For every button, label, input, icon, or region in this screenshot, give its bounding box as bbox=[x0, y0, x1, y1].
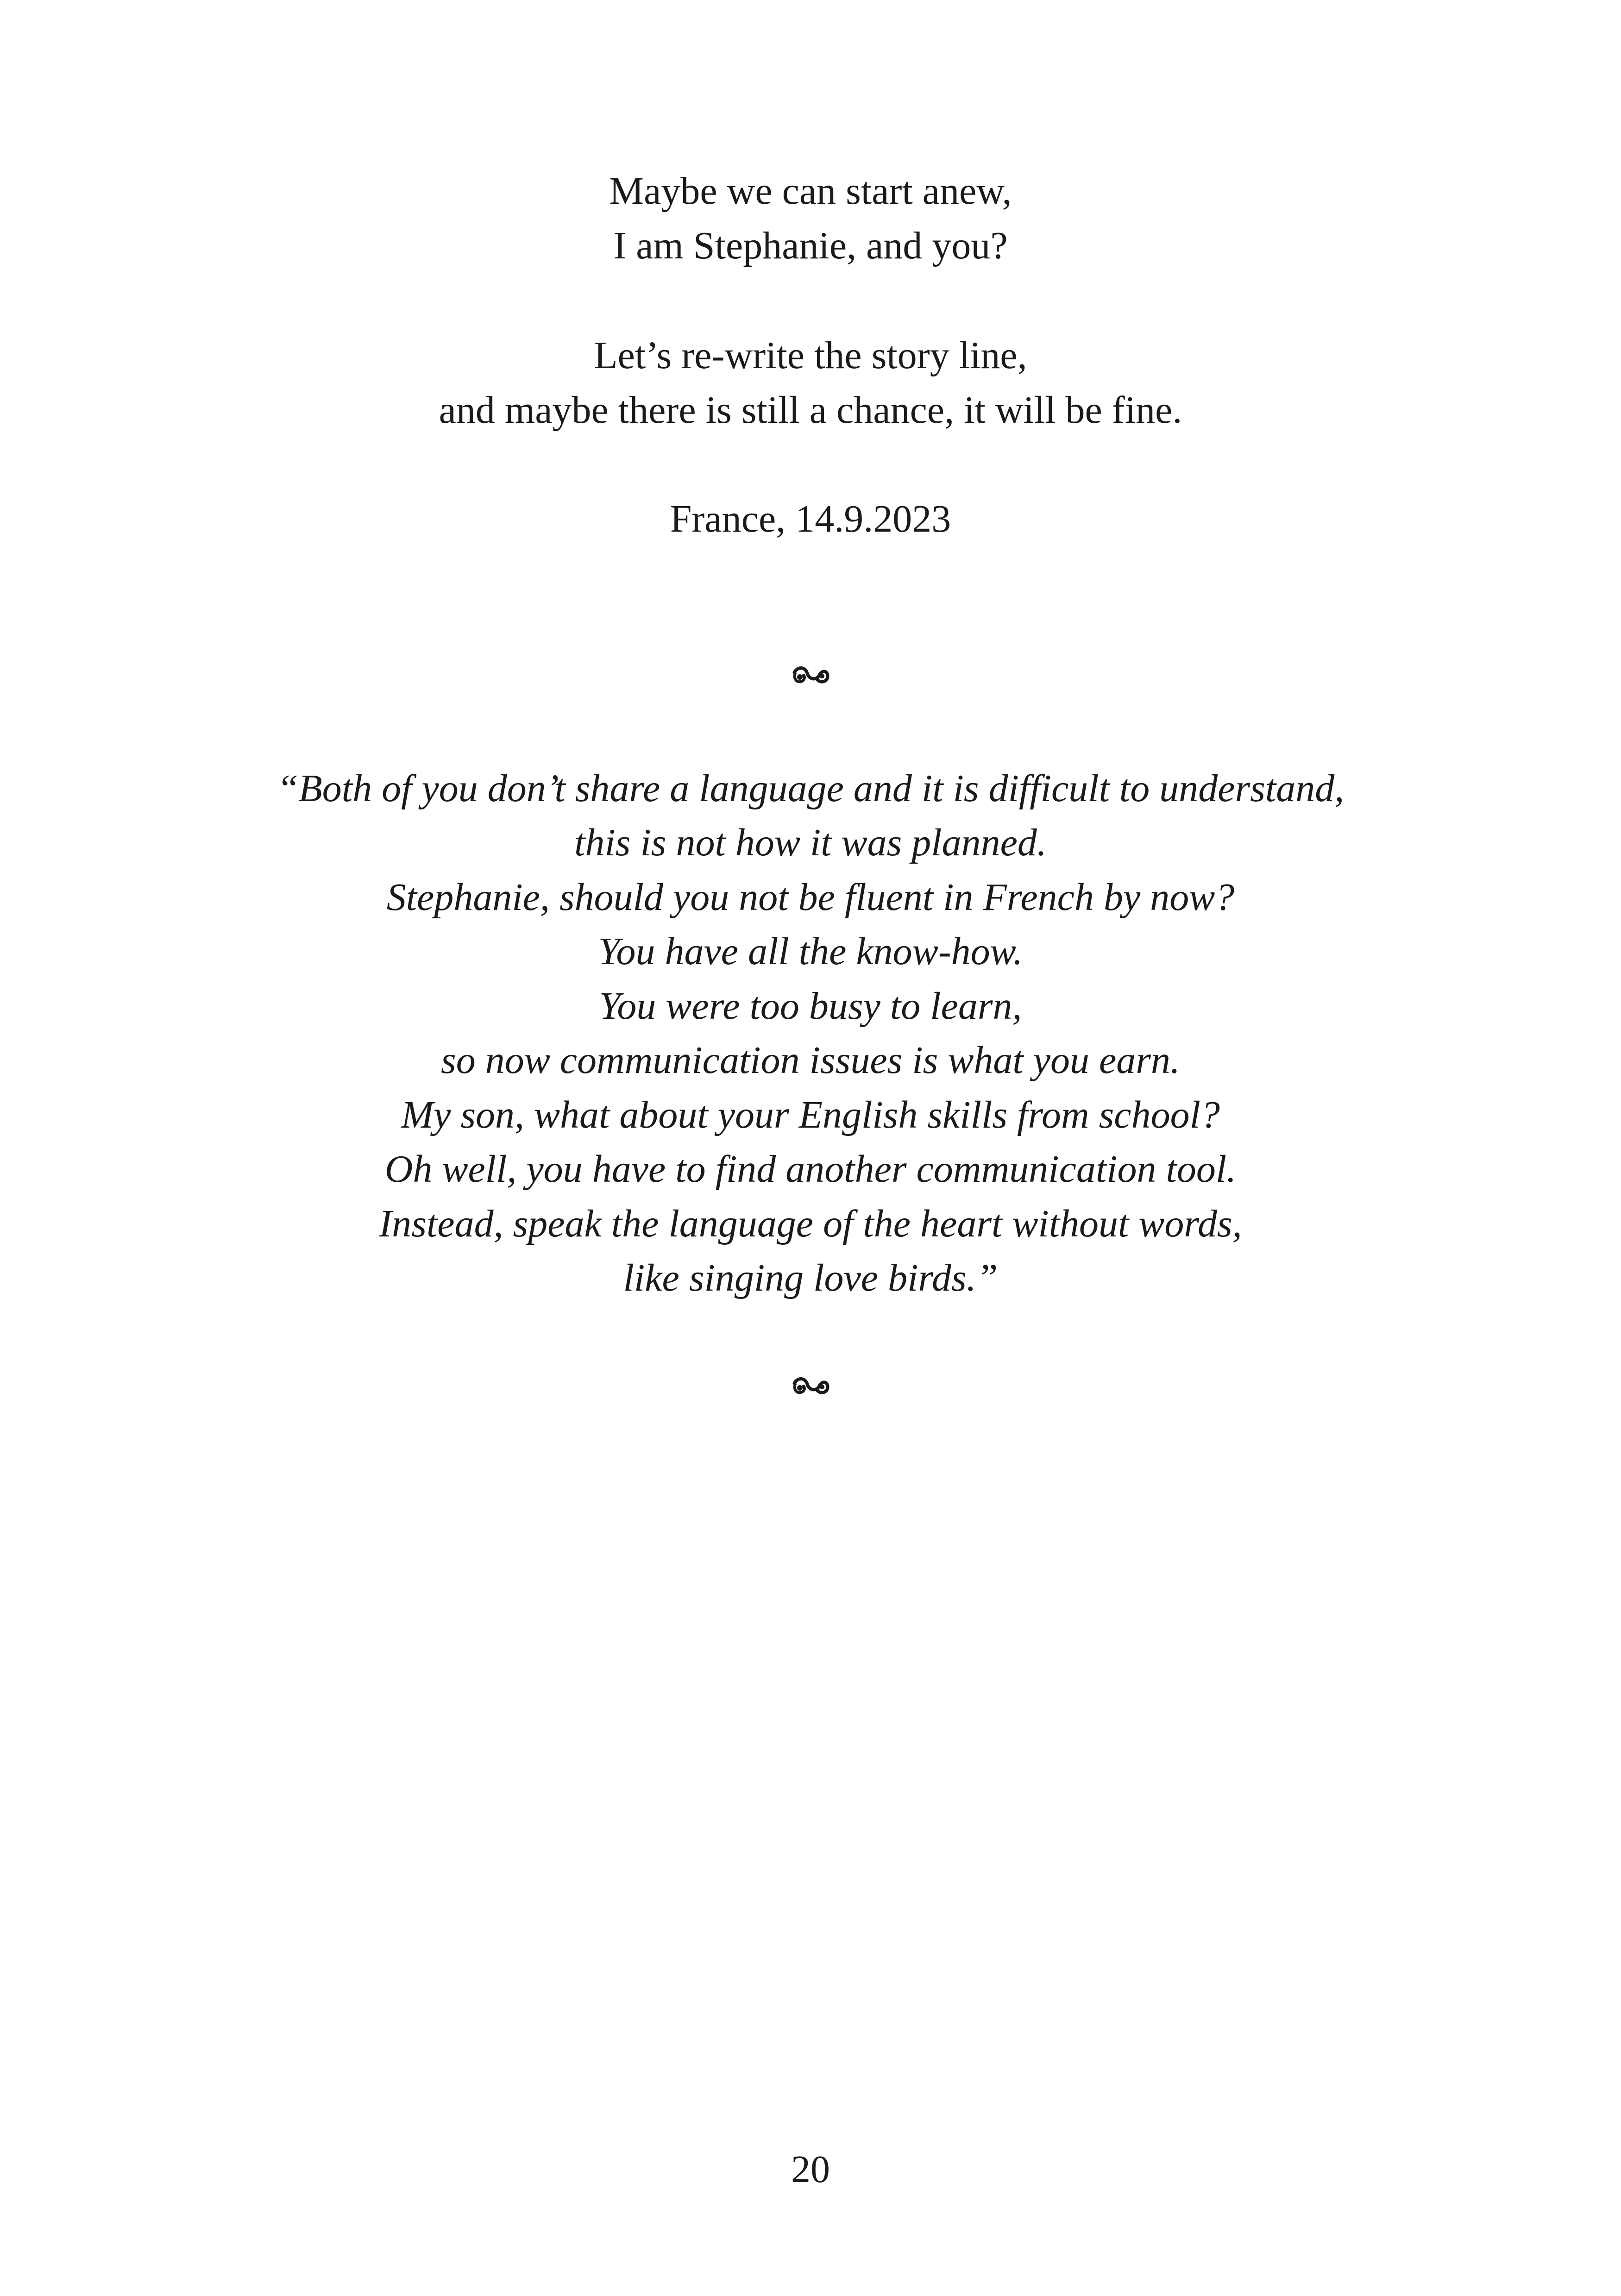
poem-line: Let’s re-write the story line, bbox=[594, 334, 1027, 377]
quote-line: Oh well, you have to find another communication tool. bbox=[384, 1148, 1237, 1191]
quote-line: this is not how it was planned. bbox=[574, 821, 1047, 864]
quote-line: You were too busy to learn, bbox=[599, 985, 1022, 1028]
fleuron-icon bbox=[790, 1373, 831, 1401]
place-date: France, 14.9.2023 bbox=[670, 497, 951, 540]
poem-line: Maybe we can start anew, bbox=[609, 169, 1012, 213]
quote-line: My son, what about your English skills from school? bbox=[401, 1093, 1220, 1136]
quote-line: Instead, speak the language of the heart without words, bbox=[379, 1202, 1242, 1245]
quote-line: so now communication issues is what you earn. bbox=[441, 1039, 1180, 1082]
fleuron-icon bbox=[790, 662, 831, 690]
quote-line: “Both of you don’t share a language and it is difficult to understand, bbox=[276, 767, 1345, 810]
page-number: 20 bbox=[791, 2148, 830, 2191]
poem-line: and maybe there is still a chance, it will be fine. bbox=[439, 389, 1182, 432]
quote-line: like singing love birds.” bbox=[623, 1256, 998, 1299]
poem-line: I am Stephanie, and you? bbox=[613, 224, 1008, 267]
quote-line: Stephanie, should you not be fluent in French by now? bbox=[386, 876, 1235, 919]
quote-line: You have all the know-how. bbox=[598, 930, 1023, 973]
